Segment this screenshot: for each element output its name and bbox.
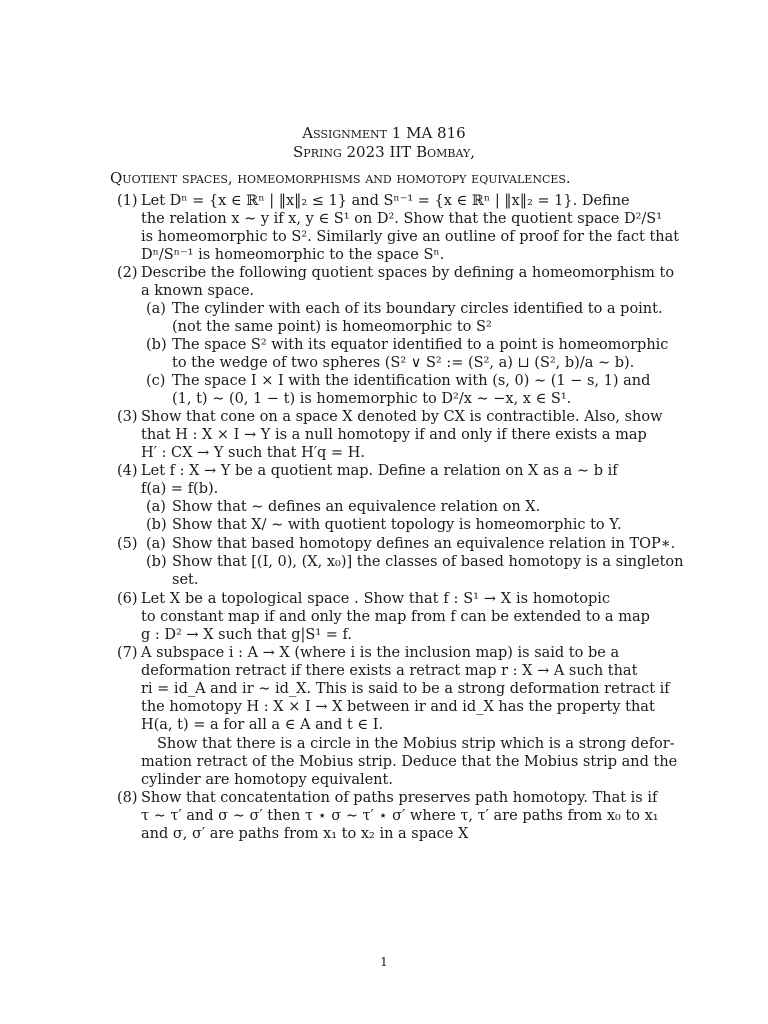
item-text-line: f(a) = f(b). — [141, 481, 219, 497]
subitem-text-line: (not the same point) is homeomorphic to S² — [172, 319, 492, 335]
item-text-line: is homeomorphic to S². Similarly give an outline of proof for the fact that — [141, 229, 680, 245]
item-text-line: H′ : CX → Y such that H′q = H. — [141, 445, 365, 461]
item-number: (4) — [117, 463, 138, 479]
item-text-line: ri = id_A and ir ∼ id_X. This is said to be a strong deformation retract if — [141, 681, 670, 697]
assignment-subtitle: Spring 2023 IIT Bombay, — [293, 143, 475, 161]
subitem-text-line: to the wedge of two spheres (S² ∨ S² := (S², a) ⊔ (S², b)/a ∼ b). — [172, 355, 635, 371]
item-text-line: τ ∼ τ′ and σ ∼ σ′ then τ ⋆ σ ∼ τ′ ⋆ σ′ where τ, τ′ are paths from x₀ to x₁ — [141, 808, 659, 824]
item-text-line: deformation retract if there exists a retract map r : X → A such that — [141, 663, 638, 679]
section-heading: Quotient spaces, homeomorphisms and homotopy equivalences. — [110, 169, 571, 187]
item-text-line: Let f : X → Y be a quotient map. Define a relation on X as a ∼ b if — [141, 463, 618, 479]
item-text-line: and σ, σ′ are paths from x₁ to x₂ in a space X — [141, 826, 469, 842]
item-text-line: the relation x ∼ y if x, y ∈ S¹ on D². Show that the quotient space D²/S¹ — [141, 211, 663, 227]
item-text-line: a known space. — [141, 283, 255, 299]
subitem-text-line: The space I × I with the identification with (s, 0) ∼ (1 − s, 1) and — [172, 373, 651, 389]
subitem-label: (b) — [146, 337, 167, 353]
item-text-line: the homotopy H : X × I → X between ir and id_X has the property that — [141, 699, 655, 715]
subitem-label: (c) — [146, 373, 166, 389]
assignment-title: Assignment 1 MA 816 — [302, 124, 466, 142]
subitem-text-line: Show that [(I, 0), (X, x₀)] the classes of based homotopy is a singleton — [172, 554, 684, 570]
item-number: (1) — [117, 193, 138, 209]
item-text-line: Dⁿ/Sⁿ⁻¹ is homeomorphic to the space Sⁿ. — [141, 247, 445, 263]
subitem-text-line: Show that based homotopy defines an equivalence relation in TOP∗. — [172, 536, 676, 552]
item-text-line: Describe the following quotient spaces by defining a homeomorphism to — [141, 265, 675, 281]
item-text-line: Show that cone on a space X denoted by CX is contractible. Also, show — [141, 409, 663, 425]
item-text-line: Let X be a topological space . Show that f : S¹ → X is homotopic — [141, 591, 610, 607]
item-number: (2) — [117, 265, 138, 281]
subitem-label: (b) — [146, 554, 167, 570]
item-text-line: that H : X × I → Y is a null homotopy if and only if there exists a map — [141, 427, 647, 443]
item-number: (7) — [117, 645, 138, 661]
subitem-text-line: Show that X/ ∼ with quotient topology is homeomorphic to Y. — [172, 517, 622, 533]
item-text-line: to constant map if and only the map from f can be extended to a map — [141, 609, 650, 625]
subitem-label: (b) — [146, 517, 167, 533]
subitem-label: (a) — [146, 536, 166, 552]
subitem-text-line: The cylinder with each of its boundary circles identified to a point. — [172, 301, 663, 317]
item-number: (3) — [117, 409, 138, 425]
item-number: (6) — [117, 591, 138, 607]
item-text-line: cylinder are homotopy equivalent. — [141, 772, 393, 788]
item-text-line: H(a, t) = a for all a ∈ A and t ∈ I. — [141, 717, 384, 733]
subitem-text-line: (1, t) ∼ (0, 1 − t) is homemorphic to D²/x ∼ −x, x ∈ S¹. — [172, 391, 572, 407]
item-text-line: A subspace i : A → X (where i is the inclusion map) is said to be a — [141, 645, 620, 661]
item-number: (8) — [117, 790, 138, 806]
page-number: 1 — [380, 955, 388, 969]
item-number: (5) — [117, 536, 138, 552]
subitem-text-line: set. — [172, 572, 199, 588]
item-text-line: Let Dⁿ = {x ∈ ℝⁿ | ‖x‖₂ ≤ 1} and Sⁿ⁻¹ = {x ∈ ℝⁿ | ‖x‖₂ = 1}. Define — [141, 193, 630, 209]
subitem-label: (a) — [146, 499, 166, 515]
item-text-line: mation retract of the Mobius strip. Deduce that the Mobius strip and the — [141, 754, 678, 770]
subitem-text-line: The space S² with its equator identified to a point is homeomorphic — [172, 337, 669, 353]
item-text-line: g : D² → X such that g|S¹ = f. — [141, 627, 352, 643]
item-text-line: Show that there is a circle in the Mobius strip which is a strong defor- — [157, 736, 675, 752]
subitem-text-line: Show that ∼ defines an equivalence relation on X. — [172, 499, 541, 515]
item-text-line: Show that concatentation of paths preserves path homotopy. That is if — [141, 790, 658, 806]
subitem-label: (a) — [146, 301, 166, 317]
